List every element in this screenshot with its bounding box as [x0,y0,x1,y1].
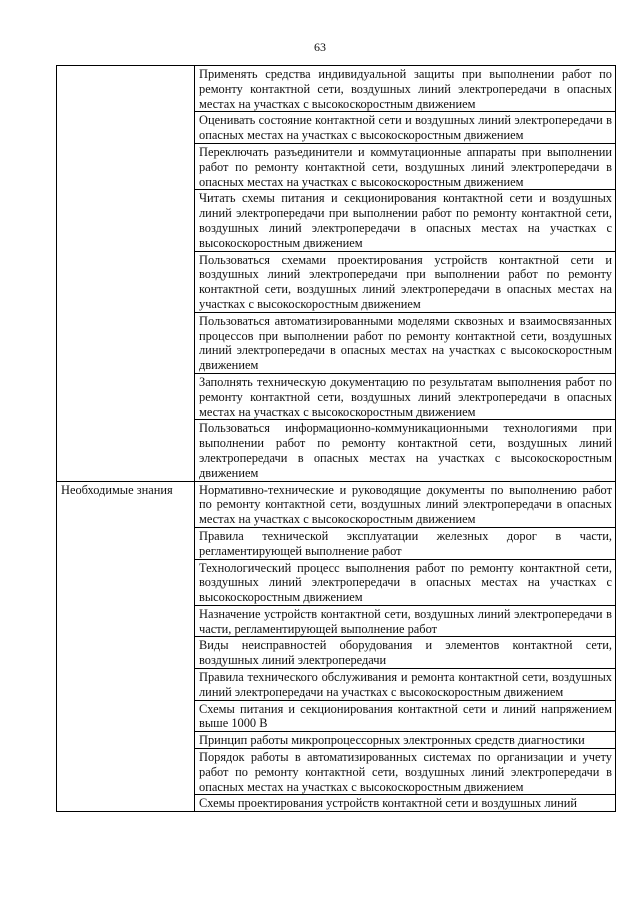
knowledge-cell: Нормативно-технические и руководящие документы по выполнению работ по ремонту контактной сети, воздушных линий электропередачи в опасных местах на участках с высокоскоростным движением [195,481,616,527]
skill-cell: Пользоваться информационно-коммуникационными технологиями при выполнении работ по ремонту контактной сети, воздушных линий электропередачи в опасных местах на участках с высокоскоростным движением [195,420,616,481]
skill-cell: Применять средства индивидуальной защиты при выполнении работ по ремонту контактной сети, воздушных линий электропередачи в опасных местах на участках с высокоскоростным движением [195,66,616,112]
knowledge-cell: Правила технической эксплуатации железных дорог в части, регламентирующей выполнение работ [195,527,616,559]
requirements-table [56,65,616,812]
knowledge-cell: Правила технического обслуживания и ремонта контактной сети, воздушных линий электропередачи на участках с высокоскоростным движением [195,669,616,701]
knowledge-cell: Схемы питания и секционирования контактной сети и линий напряжением выше 1000 В [195,700,616,732]
knowledge-cell: Порядок работы в автоматизированных системах по организации и учету работ по ремонту контактной сети, воздушных линий электропередачи в опасных местах на участках с высокоскоростным движением [195,749,616,795]
skill-cell: Пользоваться схемами проектирования устройств контактной сети и воздушных линий электропередачи при выполнении работ по ремонту контактной сети, воздушных линий электропередачи в опасных местах на участках с высокоскоростным движением [195,251,616,312]
skill-cell: Переключать разъединители и коммутационные аппараты при выполнении работ по ремонту контактной сети, воздушных линий электропередачи в опасных местах на участках с высокоскоростным движением [195,143,616,189]
knowledge-label: Необходимые знания [57,481,195,812]
skill-cell: Оценивать состояние контактной сети и воздушных линий электропередачи в опасных местах на участках с высокоскоростным движением [195,112,616,144]
skills-label-cell [57,66,195,482]
page-number: 63 [314,40,326,54]
skill-cell: Заполнять техническую документацию по результатам выполнения работ по ремонту контактной сети, воздушных линий электропередачи в опасных местах на участках с высокоскоростным движением [195,373,616,419]
knowledge-cell: Назначение устройств контактной сети, воздушных линий электропередачи в части, регламентирующей выполнение работ [195,605,616,637]
knowledge-cell: Технологический процесс выполнения работ по ремонту контактной сети, воздушных линий электропередачи в опасных местах на участках с высокоскоростным движением [195,559,616,605]
knowledge-cell: Схемы проектирования устройств контактной сети и воздушных линий [195,795,616,812]
table-row [57,481,616,527]
skill-cell: Пользоваться автоматизированными моделями сквозных и взаимосвязанных процессов при выполнении работ по ремонту контактной сети, воздушных линий электропередачи в опасных местах на участках с высокоскоростным движением [195,312,616,373]
knowledge-cell: Виды неисправностей оборудования и элементов контактной сети, воздушных линий электропередачи [195,637,616,669]
skill-cell: Читать схемы питания и секционирования контактной сети и воздушных линий электропередачи при выполнении работ по ремонту контактной сети, воздушных линий электропередачи в опасных местах на участках с высокоскоростным движением [195,190,616,251]
table-row [57,66,616,112]
knowledge-cell: Принцип работы микропроцессорных электронных средств диагностики [195,732,616,749]
